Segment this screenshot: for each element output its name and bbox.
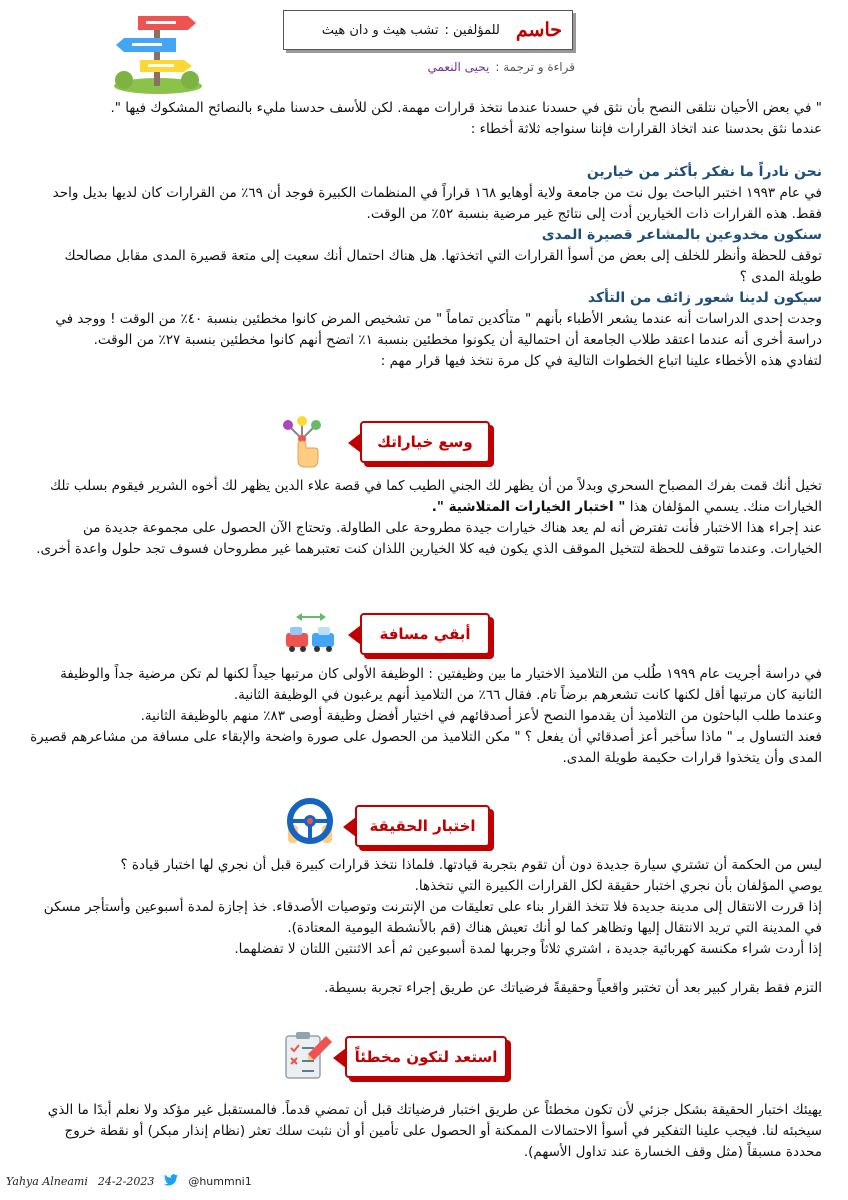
- section-title: أبقي مسافة: [379, 625, 471, 643]
- distance-p1: في دراسة أجريت عام ١٩٩٩ طُلب من التلاميذ الاختيار ما بين وظيفتين : الوظيفة الأولى كان مرتبها جيداً لكنها لم تكن مرضية جداً والوظيفة الثانية كان مرتبها أقل لكنها كانت تشعرهم برضاً تام. فقال ٦٦٪ من التلاميذ أنهم يرغبون في الوظيفة الثانية.: [60, 666, 822, 703]
- wrong-body: [30, 1100, 822, 1163]
- signpost-illustration: [106, 8, 206, 94]
- distance-p2: وعندما طلب الباحثون من التلاميذ أن يقدموا النصح لأعز أصدقائهم في اختيار أفضل وظيفة أوصى ٨٣٪ منهم بالوظيفة الثانية.: [140, 708, 822, 724]
- mistake-text: توقف للحظة وأنظر للخلف إلى بعض من أسوأ القرارات التي اتخذتها. هل هناك احتمال أنك سعيت إلى متعة قصيرة المدى مقابل مصالحك طويلة المدى ؟: [64, 248, 822, 285]
- footer: [6, 1174, 252, 1189]
- steps-lead: لتفادي هذه الأخطاء علينا اتباع الخطوات التالية في كل مرة نتخذ فيها قرار مهم :: [380, 353, 822, 369]
- mistake-heading: نحن نادراً ما نفكر بأكثر من خيارين: [586, 164, 822, 180]
- reality-p4: إذا أردت شراء مكنسة كهربائية جديدة ، اشتري ثلاثاً وجربها لمدة أسبوعين ثم أعد الاثنتين اللتان لا تفضلهما.: [234, 941, 822, 957]
- twitter-handle: @hummni1: [188, 1175, 252, 1188]
- checklist-pencil-icon: [278, 1028, 334, 1084]
- reality-body: [30, 855, 822, 999]
- options-hand-icon: [272, 415, 328, 471]
- steering-wheel-icon: [282, 795, 338, 851]
- translator-name: يحيى النعمي: [427, 60, 490, 74]
- distance-body: [30, 664, 822, 769]
- wrong-p1: يهيئك اختبار الحقيقة بشكل جزئي لأن تكون مخطئاً عن طريق اختبار فرضياتك قبل أن تمضي قدماً. فالمستقبل غير مؤكد ولا نعلم أبدًا ما الذي سيخبئه لنا. فيجب علينا التفكير في أسوأ الاحتمالات الممكنة أو الحصول على تأمين أو أن نثبت سلك تعثر (نظام إنذار مبكر) أو نقطة خروج محددة مسبقاً (مثل وقف الخسارة عند تداول الأسهم).: [47, 1102, 822, 1160]
- signature: Yahya Alneami: [6, 1175, 88, 1188]
- cars-distance-icon: [282, 605, 338, 661]
- mistake-text: في عام ١٩٩٣ اختبر الباحث بول نت من جامعة ولاية أوهايو ١٦٨ قراراً في المنظمات الكبيرة فوجد أن ٦٩٪ من القرارات كان لديها بديل واحد فقط. هذه القرارات ذات الخيارين أدت إلى نتائج غير مرضية بنسبة ٥٢٪ من الوقت.: [52, 185, 822, 222]
- section-banner-distance: [360, 613, 490, 655]
- authors-label: للمؤلفين :: [444, 22, 500, 38]
- translator-line: [330, 60, 575, 74]
- section-banner-widen: [360, 421, 490, 463]
- mistake-heading: سنكون مخدوعين بالمشاعر قصيرة المدى: [541, 227, 822, 243]
- section-banner-reality: [355, 805, 490, 847]
- reality-p1: ليس من الحكمة أن تشتري سيارة جديدة دون أن تقوم بتجربة قيادتها. فلماذا نتخذ قرارات كبيرة قبل أن نجري لها اختبار قيادة ؟: [120, 857, 822, 873]
- section-title: استعد لتكون مخطئاً: [354, 1048, 498, 1066]
- section-title: وسع خياراتك: [377, 433, 473, 451]
- authors: تشب هيث و دان هيث: [321, 22, 439, 38]
- widen-body: [30, 476, 822, 560]
- book-title-box: [283, 10, 573, 50]
- mistakes-list: [30, 162, 822, 372]
- widen-p1-bold: " اختبار الخيارات المتلاشية ".: [431, 499, 626, 515]
- section-title: اختبار الحقيقة: [369, 817, 476, 835]
- translator-label: قراءة و ترجمة :: [495, 60, 575, 74]
- distance-p3: فعند التساول بـ " ماذا سأخبر أعز أصدقائي أن يفعل ؟ " مكن التلاميذ من الحصول على صورة واضحة والإبقاء على مسافة من مشاعرهم قصيرة المدى وأن يتخذوا قرارات حكيمة طويلة المدى.: [30, 729, 822, 766]
- widen-p2: عند إجراء هذا الاختبار فأنت تفترض أنه لم يعد هناك خيارات جيدة مطروحة على الطاولة. وتحتاج الآن الحصول على مجموعة جديدة من الخيارات. وعندما تتوقف للحظة لتتخيل الموقف الذي يكون فيه كلا الخيارين اللذان كنت تعتبرهما غير مطروحان فسوف تجد حلول واعدة أخرى.: [36, 520, 822, 557]
- mistake-text: وجدت إحدى الدراسات أنه عندما يشعر الأطباء بأنهم " متأكدين تماماً " من تشخيص المرض كانوا مخطئين بنسبة ٤٠٪ من الوقت ! ووجد في دراسة أخرى أنه عندما اعتقد طلاب الجامعة أن احتمالية أن يكونوا مخطئين بنسبة ١٪ اتضح أنهم كانوا مخطئين بنسبة ٢٧٪ من الوقت.: [55, 311, 822, 348]
- book-title: حاسم: [515, 19, 562, 41]
- mistake-heading: سيكون لدينا شعور زائف من التأكد: [587, 290, 822, 306]
- date: 24-2-2023: [97, 1175, 155, 1188]
- intro-quote: " في بعض الأحيان نتلقى النصح بأن نثق في حسدنا عندما نتخذ قرارات مهمة. لكن للأسف حدسنا مليء بالنصائح المشكوك فيها ".: [110, 100, 822, 116]
- intro: [30, 98, 822, 140]
- section-banner-wrong: [345, 1036, 507, 1078]
- intro-lead: عندما نثق بحدسنا عند اتخاذ القرارات فإننا سنواجه ثلاثة أخطاء :: [470, 121, 822, 137]
- twitter-icon: [164, 1174, 178, 1189]
- reality-p5: التزم فقط بقرار كبير بعد أن تختبر واقعياً وحقيقةً فرضياتك عن طريق إجراء تجربة بسيطة.: [324, 980, 822, 996]
- reality-p2: يوصي المؤلفان بأن نجري اختبار حقيقة لكل القرارات الكبيرة التي نتخذها.: [414, 878, 822, 894]
- reality-p3: إذا قررت الانتقال إلى مدينة جديدة فلا تتخذ القرار بناء على تعليقات من الإنترنت وتوصيات الأصدقاء. خذ إجازة لمدة أسبوعين وأستأجر مسكن في المدينة التي تريد الانتقال إليها وتظاهر كما لو أنك تعيش هناك (قم بالأنشطة اليومية المعتادة).: [43, 899, 822, 936]
- widen-p1: تخيل أنك قمت بفرك المصباح السحري وبدلاً من أن يظهر لك الجني الطيب كما في قصة علاء الدين يظهر لك أخوه الشرير فيقوم بسلب تلك الخيارات منك. يسمي المؤلفان هذا: [49, 478, 822, 515]
